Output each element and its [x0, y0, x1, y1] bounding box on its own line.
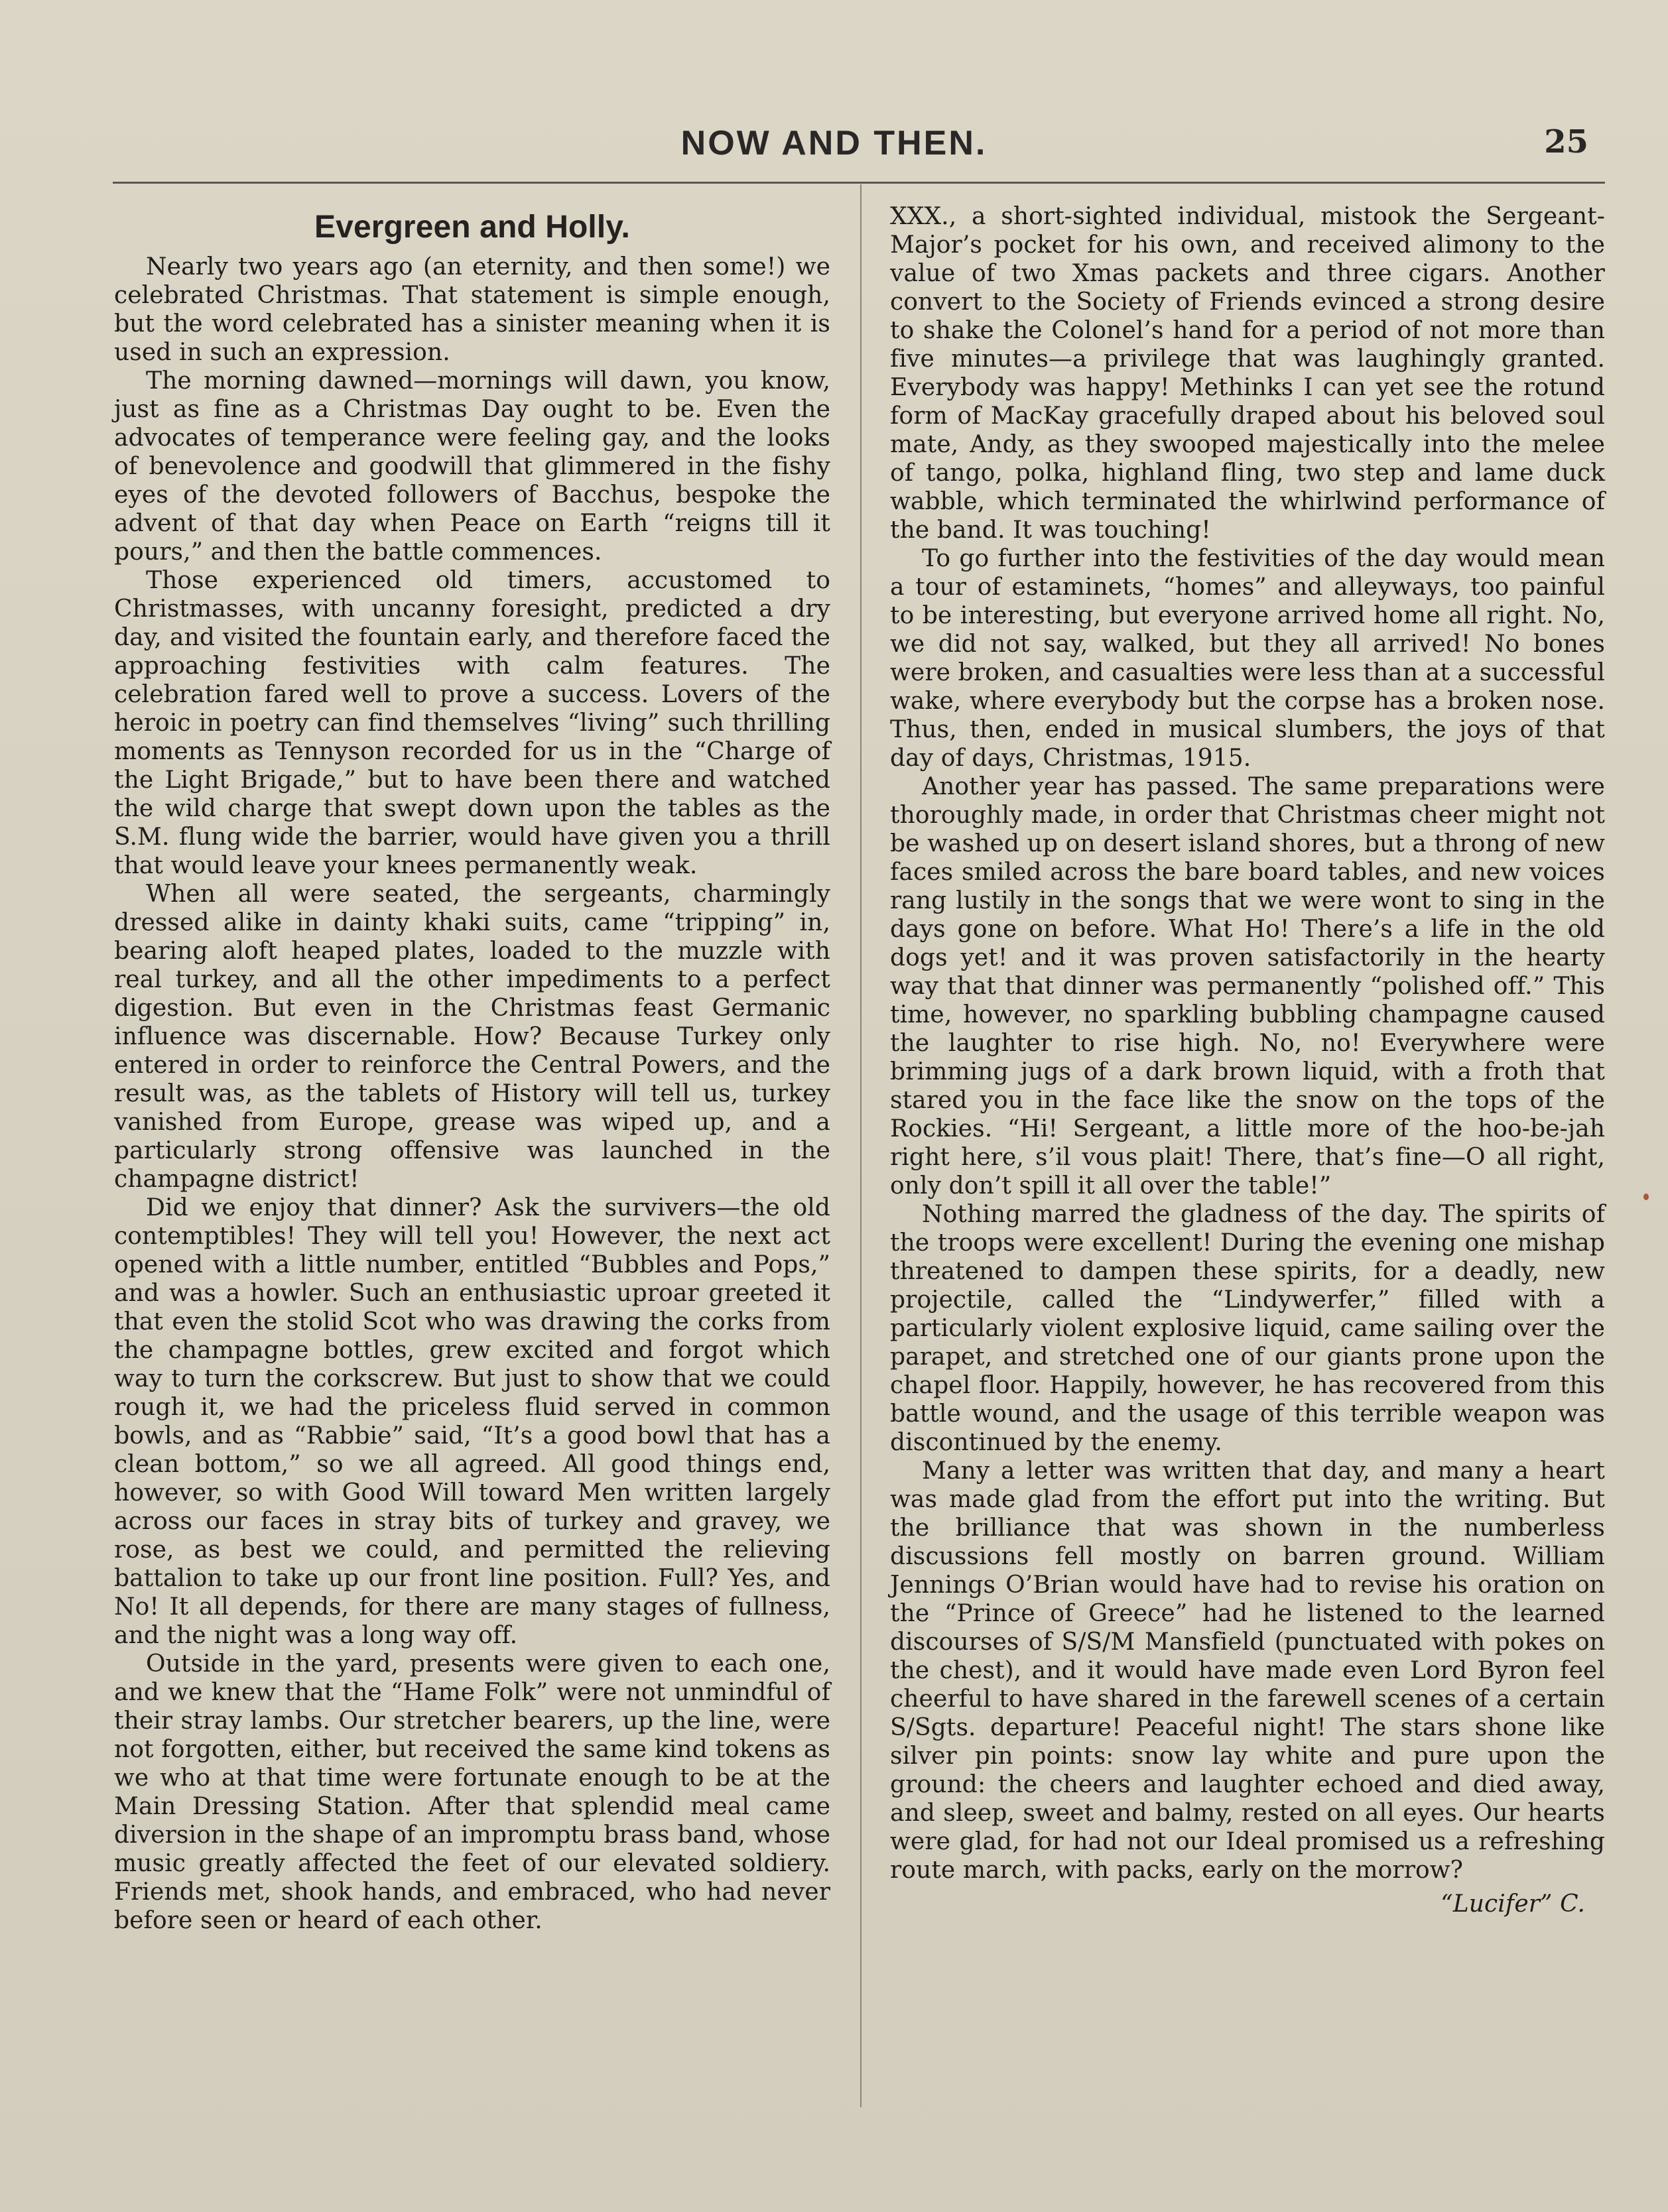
paragraph: Nothing marred the gladness of the day. The spirits of the troops were excellent! During the evening one mishap threatened to dampen these spirits, for a deadly, new projectile, called the “Lindywerfer,” filled with a particularly violent explosive liquid, came sailing over the parapet, and stretched one of our giants prone upon the chapel floor. Happily, however, he has recovered from this battle wound, and the usage of this terrible weapon was discontinued by the enemy. — [890, 1201, 1605, 1456]
right-column — [890, 202, 1605, 1918]
paragraph: The morning dawned—mornings will dawn, you know, just as fine as a Christmas Day ought to be. Even the advocates of temperance were feeling gay, and the looks of benevolence and goodwill that glimmered in the fishy eyes of the devoted followers of Bacchus, bespoke the advent of that day when Peace on Earth “reigns till it pours,” and then the battle commences. — [114, 367, 830, 566]
column-divider — [860, 184, 862, 2107]
author-signature: “Lucifer” C. — [1441, 1890, 1585, 1918]
left-column — [114, 202, 830, 1935]
paragraph: Many a letter was written that day, and many a heart was made glad from the effort put into the writing. But the brilliance that was shown in the numberless discussions fell mostly on barren ground. William Jennings O’Brian would have had to revise his oration on the “Prince of Greece” had he listened to the learned discourses of S/S/M Mansfield (punctuated with pokes on the chest), and it would have made even Lord Byron feel cheerful to have shared in the farewell scenes of a certain S/Sgts. departure! Peaceful night! The stars shone like silver pin points: snow lay white and pure upon the ground: the cheers and laughter echoed and died away, and sleep, sweet and balmy, rested on all eyes. Our hearts were glad, for had not our Ideal promised us a refreshing route march, with packs, early on the morrow? — [890, 1457, 1605, 1884]
page-number: 25 — [1544, 123, 1588, 160]
paragraph: Outside in the yard, presents were given to each one, and we knew that the “Hame Folk” were not unmindful of their stray lambs. Our stretcher bearers, up the line, were not forgotten, either, but received the same kind tokens as we who at that time were fortunate enough to be at the Main Dressing Station. After that splendid meal came diversion in the shape of an impromptu brass band, whose music greatly affected the feet of our elevated soldiery. Friends met, shook hands, and embraced, who had never before seen or heard of each other. — [114, 1650, 830, 1934]
running-title: NOW AND THEN. — [680, 124, 988, 162]
paragraph: Nearly two years ago (an eternity, and then some!) we celebrated Christmas. That statement is simple enough, but the word celebrated has a sinister meaning when it is used in such an expression. — [114, 253, 830, 366]
paragraph: Another year has passed. The same preparations were thoroughly made, in order that Christmas cheer might not be washed up on desert island shores, but a throng of new faces smiled across the bare board tables, and new voices rang lustily in the songs that we were wont to sing in the days gone on before. What Ho! There’s a life in the old dogs yet! and it was proven satisfactorily in the hearty way that that dinner was permanently “polished off.” This time, however, no sparkling bubbling champagne caused the laughter to rise high. No, no! Everywhere were brimming jugs of a dark brown liquid, with a froth that stared you in the face like the snow on the tops of the Rockies. “Hi! Sergeant, a little more of the hoo-be-jah right here, s’il vous plait! There, that’s fine—O all right, only don’t spill it all over the table!” — [890, 773, 1605, 1199]
article-title: Evergreen and Holly. — [314, 210, 630, 245]
header-rule — [113, 182, 1605, 184]
paragraph: XXX., a short-sighted individual, mistook the Sergeant-Major’s pocket for his own, and received alimony to the value of two Xmas packets and three cigars. Another convert to the Society of Friends evinced a strong desire to shake the Colonel’s hand for a period of not more than five minutes—a privilege that was laughingly granted. Everybody was happy! Methinks I can yet see the rotund form of MacKay gracefully draped about his beloved soul mate, Andy, as they swooped majestically into the melee of tango, polka, highland fling, two step and lame duck wabble, which terminated the whirlwind performance of the band. It was touching! — [890, 203, 1605, 544]
paragraph: When all were seated, the sergeants, charmingly dressed alike in dainty khaki suits, came “tripping” in, bearing aloft heaped plates, loaded to the muzzle with real turkey, and all the other impediments to a perfect digestion. But even in the Christmas feast Germanic influence was discernable. How? Because Turkey only entered in order to reinforce the Central Powers, and the result was, as the tablets of History will tell us, turkey vanished from Europe, grease was wiped up, and a particularly strong offensive was launched in the champagne district! — [114, 881, 830, 1193]
ink-spot — [1643, 1194, 1649, 1200]
paragraph: Those experienced old timers, accustomed to Christmasses, with uncanny foresight, predicted a dry day, and visited the fountain early, and therefore faced the approaching festivities with calm features. The celebration fared well to prove a success. Lovers of the heroic in poetry can find themselves “living” such thrilling moments as Tennyson recorded for us in the “Charge of the Light Brigade,” but to have been there and watched the wild charge that swept down upon the tables as the S.M. flung wide the barrier, would have given you a thrill that would leave your knees permanently weak. — [114, 567, 830, 879]
paragraph: To go further into the festivities of the day would mean a tour of estaminets, “homes” and alleyways, too painful to be interesting, but everyone arrived home all right. No, we did not say, walked, but they all arrived! No bones were broken, and casualties were less than at a successful wake, where everybody but the corpse has a broken nose. Thus, then, ended in musical slumbers, the joys of that day of days, Christmas, 1915. — [890, 545, 1605, 772]
paragraph: Did we enjoy that dinner? Ask the survivers—the old contemptibles! They will tell you! However, the next act opened with a little number, entitled “Bubbles and Pops,” and was a howler. Such an enthusiastic uproar greeted it that even the stolid Scot who was drawing the corks from the champagne bottles, grew excited and forgot which way to turn the corkscrew. But just to show that we could rough it, we had the priceless fluid served in common bowls, and as “Rabbie” said, “It’s a good bowl that has a clean bottom,” so we all agreed. All good things end, however, so with Good Will toward Men written largely across our faces in stray bits of turkey and gravey, we rose, as best we could, and permitted the relieving battalion to take up our front line position. Full? Yes, and No! It all depends, for there are many stages of fullness, and the night was a long way off. — [114, 1194, 830, 1649]
